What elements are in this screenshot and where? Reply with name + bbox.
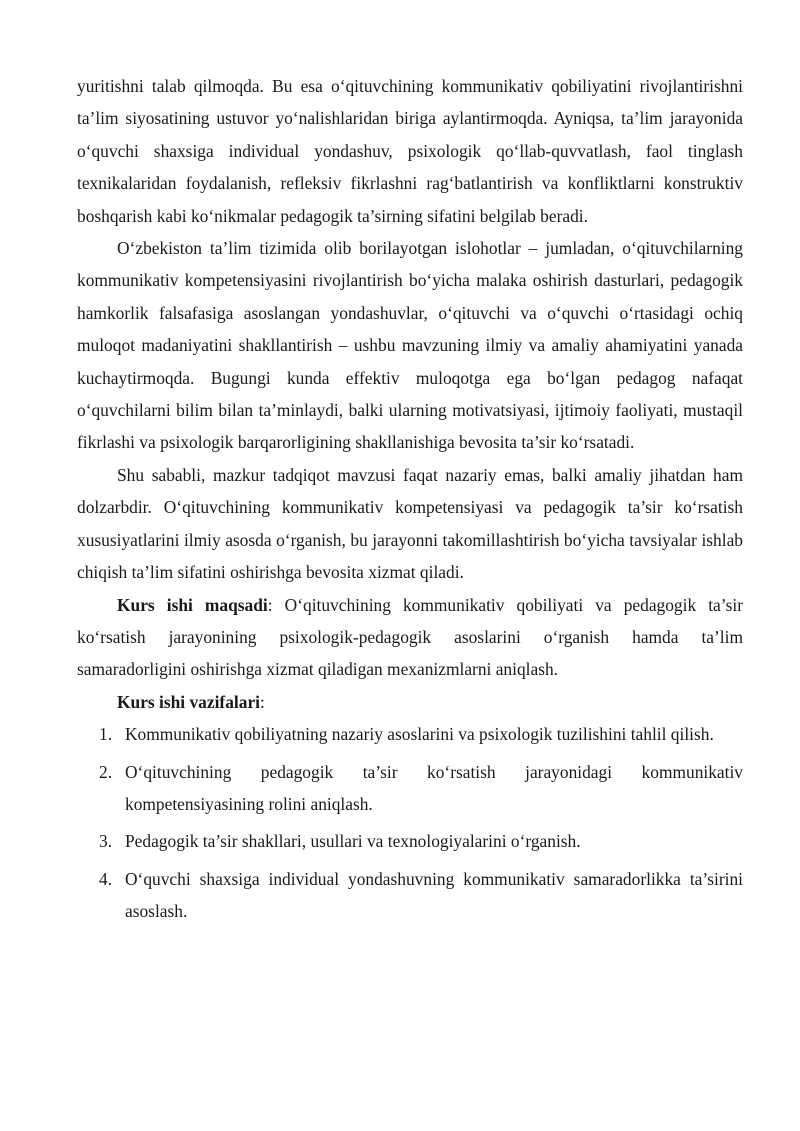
list-item bbox=[77, 825, 743, 857]
list-item-text: Pedagogik ta’sir shakllari, usullari va texnologiyalarini o‘rganish. bbox=[125, 831, 581, 852]
list-item-number: 3. bbox=[99, 831, 113, 852]
list-item-number: 2. bbox=[99, 761, 113, 782]
list-item bbox=[77, 756, 743, 821]
list-item bbox=[77, 718, 743, 750]
tasks-label: Kurs ishi vazifalari bbox=[117, 691, 260, 712]
tasks-list bbox=[77, 718, 743, 927]
goal-text: : O‘qituvchining kommunikativ qobiliyati va pedagogik ta’sir ko‘rsatish jarayonining psixologik-pedagogik asoslarini o‘rganish hamda ta’lim samaradorligini oshirishga xizmat qiladigan mexanizmlarni aniqlash. bbox=[77, 594, 743, 680]
list-item-text: O‘quvchi shaxsiga individual yondashuvning kommunikativ samaradorlikka ta’sirini asoslash. bbox=[125, 868, 743, 922]
list-item-text: O‘qituvchining pedagogik ta’sir ko‘rsatish jarayonidagi kommunikativ kompetensiyasining rolini aniqlash. bbox=[125, 761, 743, 814]
paragraph-goal bbox=[77, 589, 743, 686]
list-item-number: 4. bbox=[99, 868, 113, 889]
list-item bbox=[77, 863, 743, 928]
document-page bbox=[77, 70, 743, 933]
paragraph-relevance: Shu sababli, mazkur tadqiqot mavzusi faqat nazariy emas, balki amaliy jihatdan ham dolzarbdir. O‘qituvchining kommunikativ kompetensiyasi va pedagogik ta’sir ko‘rsatish xususiyatlarini ilmiy asosda o‘rganish, bu jarayonni takomillashtirish bo‘yicha tavsiyalar ishlab chiqish ta’lim sifatini oshirishga bevosita xizmat qiladi. bbox=[77, 464, 743, 583]
tasks-heading bbox=[77, 686, 743, 718]
paragraph-continued: yuritishni talab qilmoqda. Bu esa o‘qituvchining kommunikativ qobiliyatini rivojlantirishni ta’lim siyosatining ustuvor yo‘nalishlaridan biriga aylantirmoqda. Ayniqsa, ta’lim jarayonida o‘quvchi shaxsiga individual yondashuv, psixologik qo‘llab-quvvatlash, faol tinglash texnikalaridan foydalanish, refleksiv fikrlashni rag‘batlantirish va konfliktlarni konstruktiv boshqarish kabi ko‘nikmalar pedagogik ta’sirning sifatini belgilab beradi. bbox=[77, 76, 743, 226]
tasks-colon: : bbox=[260, 691, 265, 712]
paragraph-reforms: O‘zbekiston ta’lim tizimida olib borilayotgan islohotlar – jumladan, o‘qituvchilarning kommunikativ kompetensiyasini rivojlantirish bo‘yicha malaka oshirish dasturlari, pedagogik hamkorlik falsafasiga asoslangan yondashuvlar, o‘qituvchi va o‘quvchi o‘rtasidagi ochiq muloqot madaniyatini shakllantirish – ushbu mavzuning ilmiy va amaliy ahamiyatini yanada kuchaytirmoqda. Bugungi kunda effektiv muloqotga ega bo‘lgan pedagog nafaqat o‘quvchilarni bilim bilan ta’minlaydi, balki ularning motivatsiyasi, ijtimoiy faoliyati, mustaqil fikrlashi va psixologik barqarorligining shakllanishiga bevosita ta’sir ko‘rsatadi. bbox=[77, 238, 743, 453]
list-item-number: 1. bbox=[99, 724, 113, 745]
list-item-text: Kommunikativ qobiliyatning nazariy asoslarini va psixologik tuzilishini tahlil qilish. bbox=[125, 724, 714, 745]
goal-label: Kurs ishi maqsadi bbox=[117, 594, 268, 615]
